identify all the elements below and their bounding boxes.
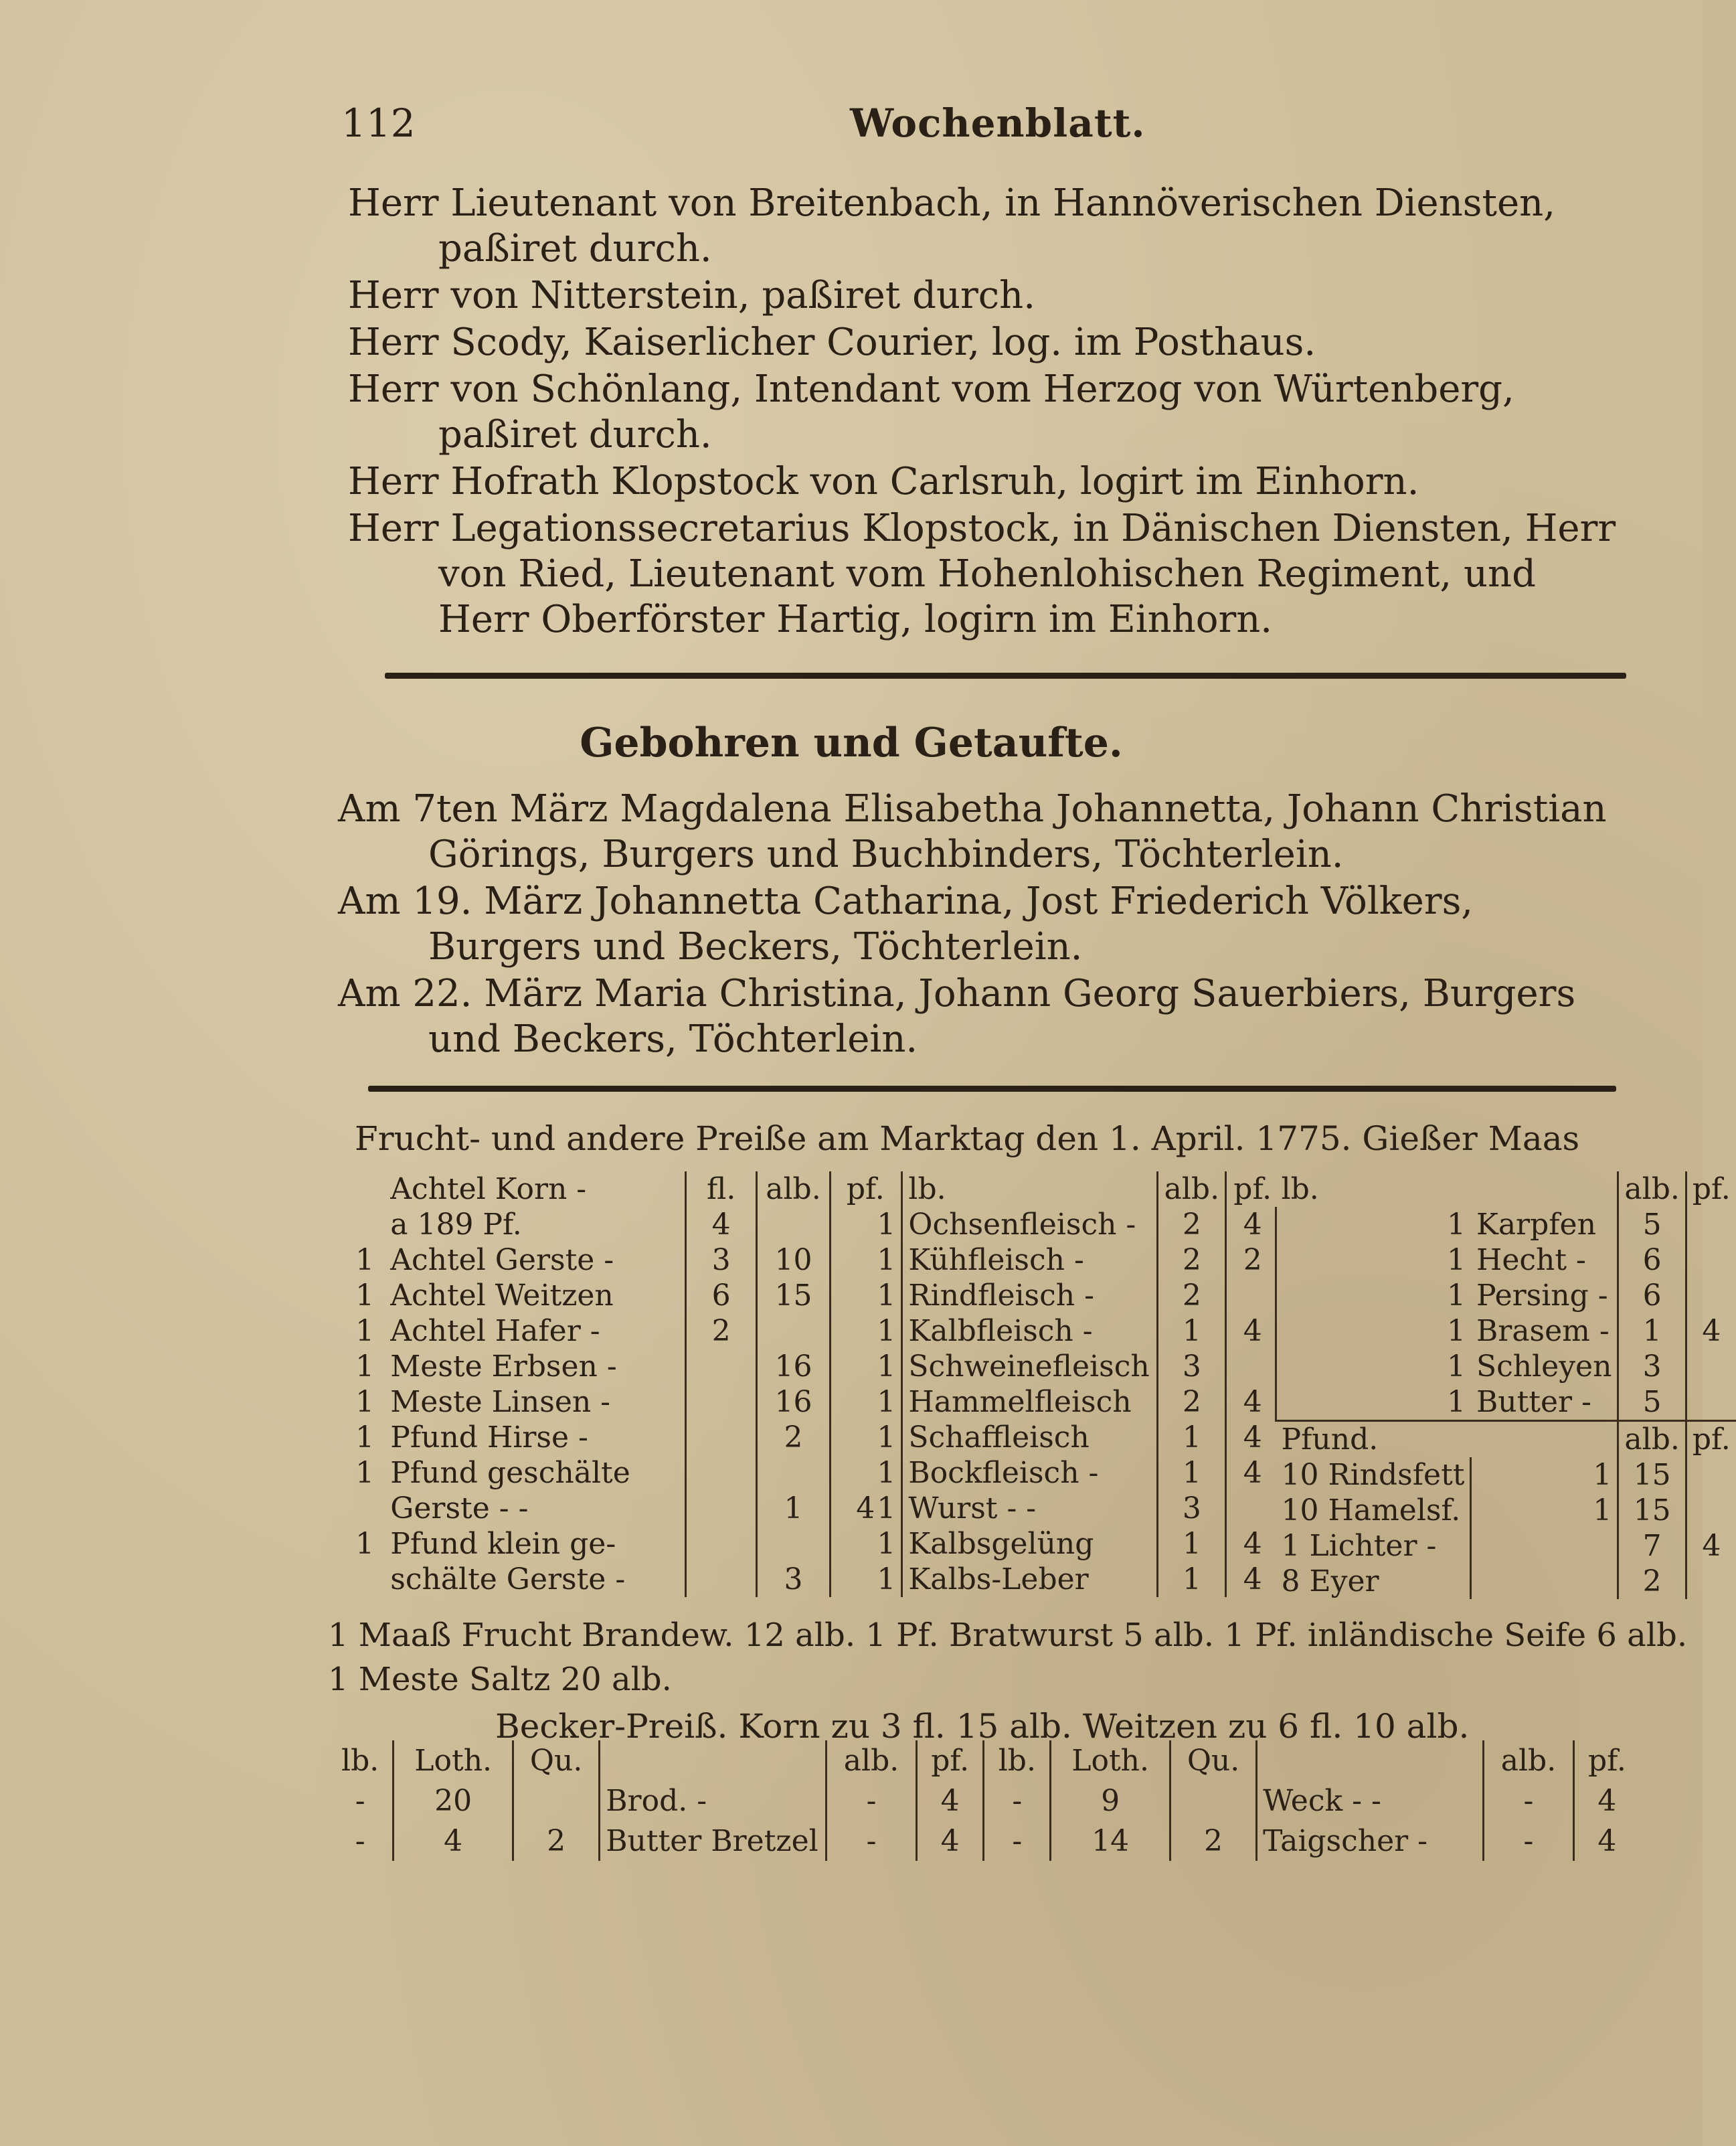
table-cell: 4 (830, 1491, 900, 1526)
table-row (863, 1562, 1278, 1597)
table-row (1276, 1384, 1736, 1421)
table-cell: 2 (685, 1313, 757, 1349)
table-row (863, 1242, 1278, 1278)
table-cell: 6 (1618, 1278, 1686, 1313)
table-cell: Achtel Hafer - (390, 1314, 600, 1348)
table-cell: Butter - (1476, 1385, 1591, 1419)
column-header: alb. (1618, 1171, 1686, 1207)
table-cell: 2 (1158, 1242, 1226, 1278)
table-cell: Weck - - (1257, 1781, 1484, 1821)
table-cell: - (984, 1821, 1051, 1861)
table-cell (685, 1384, 757, 1420)
column-header: alb. (827, 1740, 917, 1781)
table-cell: Kalbs-Leber (902, 1562, 1158, 1597)
table-row (345, 1562, 900, 1597)
table-cell (1226, 1349, 1278, 1384)
table-cell: 4 (685, 1207, 757, 1242)
table-cell: 4 (1573, 1781, 1640, 1821)
running-title: Wochenblatt. (850, 100, 1146, 146)
table-cell: a 189 Pf. (390, 1208, 522, 1242)
table-cell: 1 (1618, 1313, 1686, 1349)
table-row (1276, 1313, 1736, 1349)
table-row (345, 1313, 900, 1349)
table-cell (345, 1562, 385, 1597)
table-row (1276, 1457, 1736, 1493)
table-cell: - (1484, 1781, 1574, 1821)
column-header: Loth. (394, 1740, 513, 1781)
table-cell: 1 (355, 1456, 375, 1490)
table-cell: 3 (1158, 1491, 1226, 1526)
table-cell: - (355, 1783, 365, 1818)
table-cell (1686, 1564, 1735, 1599)
table-row (863, 1349, 1278, 1384)
table-row (863, 1207, 1278, 1242)
extra-price-line: 1 Maaß Frucht Brandew. 12 alb. 1 Pf. Bratwurst 5 alb. 1 Pf. inländische Seife 6 alb. (328, 1617, 1688, 1654)
table-cell: 1 (877, 1314, 896, 1348)
table-row (345, 1349, 900, 1384)
table-cell: 10 Hamelsf. (1281, 1493, 1461, 1528)
table-cell (1686, 1278, 1735, 1313)
table-cell: 1 (1471, 1457, 1618, 1493)
table-row (345, 1491, 900, 1526)
birth-entry: Am 7ten März Magdalena Elisabetha Johannetta, Johann Christian Görings, Burgers und Buchbinders, Töchterlein. (338, 787, 1607, 876)
table-row (1276, 1493, 1736, 1528)
table-cell: 1 (1276, 1349, 1471, 1384)
table-row (345, 1455, 900, 1491)
table-cell (685, 1420, 757, 1455)
table-cell: 4 (1226, 1384, 1278, 1420)
table-cell: 1 (355, 1349, 375, 1384)
table-cell: 1 (1276, 1278, 1471, 1313)
table-cell: 1 (355, 1278, 375, 1313)
table-row (1276, 1528, 1736, 1564)
table-row (345, 1420, 900, 1455)
extra-price-line: 1 Meste Saltz 20 alb. (328, 1661, 672, 1698)
table-cell: Rindfleisch - (902, 1278, 1158, 1313)
table-row (1276, 1278, 1736, 1313)
column-header: pf. (916, 1740, 984, 1781)
table-cell (345, 1491, 385, 1526)
table-cell: 2 (513, 1821, 600, 1861)
table-cell: 1 (877, 1420, 896, 1455)
baker-rows (328, 1781, 1640, 1861)
table-cell: schälte Gerste - (390, 1562, 626, 1596)
grain-price-table (345, 1171, 900, 1597)
arrivals-list (348, 181, 1633, 644)
table-cell: Brasem - (1476, 1314, 1610, 1348)
table-cell: Kalbfleisch - (902, 1313, 1158, 1349)
table-cell: 4 (1226, 1207, 1278, 1242)
arrival-entry: Herr von Schönlang, Intendant vom Herzog von Würtenberg, paßiret durch. (348, 367, 1514, 457)
table-cell: 1 (877, 1278, 896, 1313)
table-cell: 10 Rindsfett (1281, 1458, 1465, 1492)
table-cell: 3 (685, 1242, 757, 1278)
table-row (345, 1207, 900, 1242)
table-cell: 4 (1226, 1455, 1278, 1491)
table-cell: Achtel Weitzen (390, 1278, 614, 1313)
column-header: alb. (757, 1171, 830, 1207)
table-cell (685, 1491, 757, 1526)
table-cell: Karpfen (1476, 1208, 1596, 1242)
table-row (863, 1278, 1278, 1313)
table-cell (1686, 1493, 1735, 1528)
table-cell: 1 (1276, 1313, 1471, 1349)
table-cell (1471, 1528, 1618, 1564)
table-cell: 15 (757, 1278, 830, 1313)
table-cell: - (355, 1823, 365, 1858)
column-header: pf. (1573, 1740, 1640, 1781)
table-cell: 2 (1158, 1207, 1226, 1242)
table-cell: Hammelfleisch (902, 1384, 1158, 1420)
table-row (345, 1384, 900, 1420)
table-cell: 1 (1158, 1420, 1226, 1455)
table-cell: 1 (355, 1243, 375, 1277)
table-cell (1686, 1242, 1735, 1278)
column-header: pf. (830, 1171, 900, 1207)
grain-rows (345, 1207, 900, 1597)
table-cell: 1 (877, 1243, 896, 1277)
table-row (345, 1526, 900, 1562)
table-row (863, 1491, 1278, 1526)
column-header: alb. (1158, 1171, 1226, 1207)
table-cell: 5 (1618, 1207, 1686, 1242)
table-cell (757, 1313, 830, 1349)
misc-rows (1276, 1457, 1736, 1599)
table-cell: - (984, 1781, 1051, 1821)
table-cell: Pfund klein ge- (390, 1527, 616, 1561)
table-row (863, 1526, 1278, 1562)
table-cell: Ochsenfleisch - (902, 1207, 1158, 1242)
table-cell: 8 Eyer (1281, 1564, 1379, 1598)
table-cell: Schweinefleisch (902, 1349, 1158, 1384)
table-cell: 4 (1226, 1313, 1278, 1349)
table-cell (1471, 1564, 1618, 1599)
market-prices-heading: Frucht- und andere Preiße am Marktag den 1. April. 1775. Gießer Maas (355, 1119, 1580, 1158)
table-row (328, 1821, 1640, 1861)
column-header: alb. (1618, 1421, 1686, 1458)
table-cell: 1 (877, 1208, 896, 1242)
table-cell: 3 (1158, 1349, 1226, 1384)
column-header: Qu. (513, 1740, 600, 1781)
section-divider (368, 1086, 1616, 1092)
arrival-entry: Herr Scody, Kaiserlicher Courier, log. im Posthaus. (348, 321, 1316, 364)
table-cell: Wurst - - (902, 1491, 1158, 1526)
table-row (863, 1384, 1278, 1420)
table-cell: 14 (1051, 1821, 1170, 1861)
baker-prices-heading: Becker-Preiß. Korn zu 3 fl. 15 alb. Weitzen zu 6 fl. 10 alb. (495, 1707, 1470, 1746)
column-header: Qu. (1170, 1740, 1256, 1781)
table-cell: Achtel Gerste - (390, 1243, 614, 1277)
table-cell: 1 (877, 1527, 896, 1561)
table-cell: 1 (877, 1456, 896, 1490)
table-cell (685, 1349, 757, 1384)
table-cell: 4 (1686, 1528, 1735, 1564)
column-header: alb. (1484, 1740, 1574, 1781)
column-header: pf. (1686, 1171, 1735, 1207)
table-cell: 20 (394, 1781, 513, 1821)
table-cell: 1 (877, 1385, 896, 1419)
table-cell: 1 (1276, 1207, 1471, 1242)
section-divider (385, 673, 1626, 679)
table-cell: 1 (355, 1527, 375, 1561)
column-header: lb. (341, 1743, 379, 1778)
table-cell: 2 (1170, 1821, 1256, 1861)
table-cell: 2 (1226, 1242, 1278, 1278)
table-row (1276, 1242, 1736, 1278)
table-cell (1686, 1207, 1735, 1242)
table-cell: 1 (877, 1491, 896, 1525)
table-cell (1686, 1349, 1735, 1384)
column-header: pf. (1686, 1421, 1735, 1458)
table-row (345, 1278, 900, 1313)
table-cell: Hecht - (1476, 1243, 1586, 1277)
table-cell (685, 1562, 757, 1597)
table-cell: 1 (877, 1349, 896, 1384)
column-header: Loth. (1051, 1740, 1170, 1781)
arrival-entry: Herr Hofrath Klopstock von Carlsruh, logirt im Einhorn. (348, 460, 1419, 503)
table-cell: 1 (355, 1314, 375, 1348)
table-cell: Pfund geschälte (390, 1456, 630, 1490)
fish-rows (1276, 1207, 1736, 1421)
table-cell: 1 (1276, 1384, 1471, 1421)
table-cell: Bockfleisch - (902, 1455, 1158, 1491)
table-row (328, 1781, 1640, 1821)
column-header: lb. (902, 1171, 1158, 1207)
table-cell: 4 (1226, 1526, 1278, 1562)
table-cell (1686, 1384, 1735, 1421)
extra-prices (328, 1613, 1687, 1702)
table-cell: Butter Bretzel (600, 1821, 827, 1861)
table-cell: Schleyen (1476, 1349, 1612, 1384)
table-cell: 4 (1226, 1420, 1278, 1455)
table-cell: 1 (1158, 1562, 1226, 1597)
table-cell: Gerste - - (390, 1491, 529, 1525)
table-cell: 1 Lichter - (1281, 1529, 1437, 1563)
table-row (1276, 1207, 1736, 1242)
table-cell: 4 (394, 1821, 513, 1861)
table-cell (1686, 1457, 1735, 1493)
table-cell (757, 1526, 830, 1562)
table-cell: Meste Linsen - (390, 1385, 611, 1419)
table-cell: Kalbsgelüng (902, 1526, 1158, 1562)
table-cell (513, 1781, 600, 1821)
table-row (1276, 1349, 1736, 1384)
table-cell: Taigscher - (1257, 1821, 1484, 1861)
table-cell (757, 1207, 830, 1242)
arrival-entry: Herr Lieutenant von Breitenbach, in Hannöverischen Diensten, paßiret durch. (348, 181, 1556, 270)
table-cell: 3 (757, 1562, 830, 1597)
table-row (345, 1242, 900, 1278)
table-cell: 2 (1158, 1278, 1226, 1313)
table-cell: 1 (1158, 1313, 1226, 1349)
table-cell: 1 (1158, 1526, 1226, 1562)
column-header: fl. (685, 1171, 757, 1207)
table-cell: 4 (1573, 1821, 1640, 1861)
table-cell: Schaffleisch (902, 1420, 1158, 1455)
table-cell: 1 (757, 1491, 830, 1526)
page-number: 112 (341, 100, 416, 146)
table-cell (1226, 1278, 1278, 1313)
table-cell: 16 (757, 1384, 830, 1420)
table-cell: 4 (1226, 1562, 1278, 1597)
table-cell: 15 (1618, 1457, 1686, 1493)
table-cell: 2 (1618, 1564, 1686, 1599)
table-cell: 1 (1471, 1493, 1618, 1528)
meat-price-table (863, 1171, 1278, 1597)
table-cell: 16 (757, 1349, 830, 1384)
table-cell: Persing - (1476, 1278, 1608, 1313)
table-cell: 1 (1158, 1455, 1226, 1491)
table-cell (685, 1526, 757, 1562)
table-cell: - (827, 1821, 917, 1861)
table-cell: 1 (877, 1562, 896, 1596)
column-header: Pfund. (1276, 1421, 1618, 1458)
table-cell: 15 (1618, 1493, 1686, 1528)
table-cell: 4 (1686, 1313, 1735, 1349)
table-cell: 1 (1276, 1242, 1471, 1278)
table-row (1276, 1564, 1736, 1599)
table-cell: Meste Erbsen - (390, 1349, 617, 1384)
table-cell (1170, 1781, 1256, 1821)
table-cell (345, 1207, 385, 1242)
table-cell: 4 (916, 1821, 984, 1861)
table-cell: 9 (1051, 1781, 1170, 1821)
meat-rows (863, 1207, 1278, 1597)
table-cell: Brod. - (600, 1781, 827, 1821)
table-row (863, 1313, 1278, 1349)
table-cell: 5 (1618, 1384, 1686, 1421)
table-cell: 1 (355, 1420, 375, 1455)
table-cell: - (827, 1781, 917, 1821)
birth-entry: Am 22. März Maria Christina, Johann Georg Sauerbiers, Burgers und Beckers, Töchterlein. (338, 972, 1576, 1061)
table-cell: - (1484, 1821, 1574, 1861)
table-cell: 10 (757, 1242, 830, 1278)
table-cell: 6 (1618, 1242, 1686, 1278)
column-header: lb. (1281, 1172, 1319, 1206)
table-cell: Kühfleisch - (902, 1242, 1158, 1278)
table-cell: 1 (355, 1385, 375, 1419)
birth-entry: Am 19. März Johannetta Catharina, Jost Friederich Völkers, Burgers und Beckers, Töchterlein. (338, 880, 1474, 969)
column-header: pf. (1226, 1171, 1278, 1207)
table-cell: 6 (685, 1278, 757, 1313)
table-cell: 3 (1618, 1349, 1686, 1384)
baker-price-table (328, 1740, 1640, 1861)
arrival-entry: Herr Legationssecretarius Klopstock, in Dänischen Diensten, Herr von Ried, Lieutenant vom Hohenlohischen Regiment, und Herr Oberförster Hartig, logirn im Einhorn. (348, 507, 1616, 641)
table-cell: 2 (1158, 1384, 1226, 1420)
table-cell (757, 1455, 830, 1491)
table-cell: 2 (757, 1420, 830, 1455)
table-row (863, 1455, 1278, 1491)
births-list (338, 787, 1626, 1064)
column-header: lb. (984, 1740, 1051, 1781)
table-cell (685, 1455, 757, 1491)
arrival-entry: Herr von Nitterstein, paßiret durch. (348, 274, 1036, 317)
births-heading: Gebohren und Getaufte. (580, 720, 1123, 766)
table-cell: Pfund Hirse - (390, 1420, 588, 1455)
table-row (863, 1420, 1278, 1455)
table-cell: 7 (1618, 1528, 1686, 1564)
fish-price-table (1275, 1171, 1736, 1599)
table-cell (1226, 1491, 1278, 1526)
grain-item: Achtel Korn - (390, 1172, 587, 1206)
table-cell: 4 (916, 1781, 984, 1821)
